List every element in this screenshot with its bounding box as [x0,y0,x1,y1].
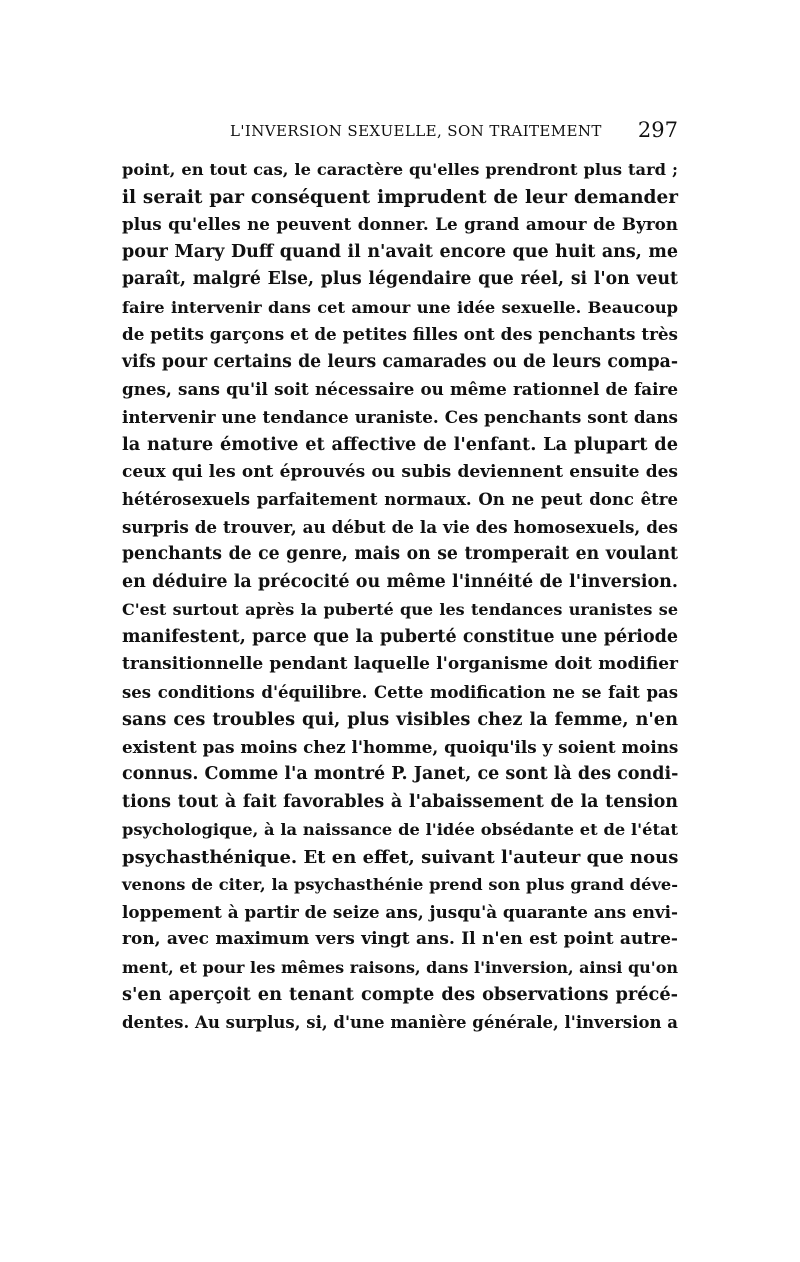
text-line: intervenir une tendance uraniste. Ces penchants sont dans [122,406,678,427]
text-line: transitionnelle pendant laquelle l'organisme doit modifier [122,654,678,674]
text-line: vifs pour certains de leurs camarades ou de leurs compa- [122,351,678,372]
text-line: ron, avec maximum vers vingt ans. Il n'en est point autre- [122,929,678,949]
text-line: en déduire la précocité ou même l'innéité de l'inversion. [122,571,678,592]
text-line: tions tout à fait favorables à l'abaissement de la tension [122,791,678,812]
text-line: il serait par conséquent imprudent de leur demander [122,186,678,208]
text-line: s'en aperçoit en tenant compte des observations précé- [122,984,678,1005]
text-line: point, en tout cas, le caractère qu'elles prendront plus tard ; [122,160,678,179]
text-line: psychasthénique. Et en effet, suivant l'auteur que nous [122,846,679,868]
text-line: ment, et pour les mêmes raisons, dans l'inversion, ainsi qu'on [122,957,678,977]
text-line: venons de citer, la psychasthénie prend son plus grand déve- [122,875,678,894]
text-line: ceux qui les ont éprouvés ou subis deviennent ensuite des [122,461,678,482]
text-line: penchants de ce genre, mais on se tromperait en voulant [122,544,678,564]
page-header [122,118,678,146]
text-line: hétérosexuels parfaitement normaux. On ne peut donc être [122,490,678,509]
text-line: manifestent, parce que la puberté constitue une période [122,626,678,647]
text-line: plus qu'elles ne peuvent donner. Le grand amour de Byron [122,214,678,234]
text-line: de petits garçons et de petites filles ont des penchants très [122,324,678,344]
text-line: pour Mary Duff quand il n'avait encore que huit ans, me [122,241,678,262]
text-line: la nature émotive et affective de l'enfant. La plupart de [122,434,678,455]
text-line: sans ces troubles qui, plus visibles chez la femme, n'en [122,709,678,730]
text-line: gnes, sans qu'il soit nécessaire ou même rationnel de faire [122,379,678,399]
running-title: L'INVERSION SEXUELLE, SON TRAITEMENT [230,122,602,140]
text-line: psychologique, à la naissance de l'idée obsédante et de l'état [122,820,678,839]
text-line: ses conditions d'équilibre. Cette modification ne se fait pas [122,682,678,702]
text-line: connus. Comme l'a montré P. Janet, ce sont là des condi- [122,764,679,784]
body-paragraph [122,156,678,1036]
page-number: 297 [637,118,678,142]
text-line: existent pas moins chez l'homme, quoiqu'ils y soient moins [122,736,679,757]
text-line: faire intervenir dans cet amour une idée sexuelle. Beaucoup [122,297,678,317]
text-line: surpris de trouver, au début de la vie des homosexuels, des [122,516,678,537]
text-line: C'est surtout après la puberté que les tendances uranistes se [122,600,678,619]
text-line: loppement à partir de seize ans, jusqu'à quarante ans envi- [122,901,678,922]
text-line: paraît, malgré Else, plus légendaire que réel, si l'on veut [122,269,678,289]
text-line: dentes. Au surplus, si, d'une manière générale, l'inversion a [122,1012,678,1032]
